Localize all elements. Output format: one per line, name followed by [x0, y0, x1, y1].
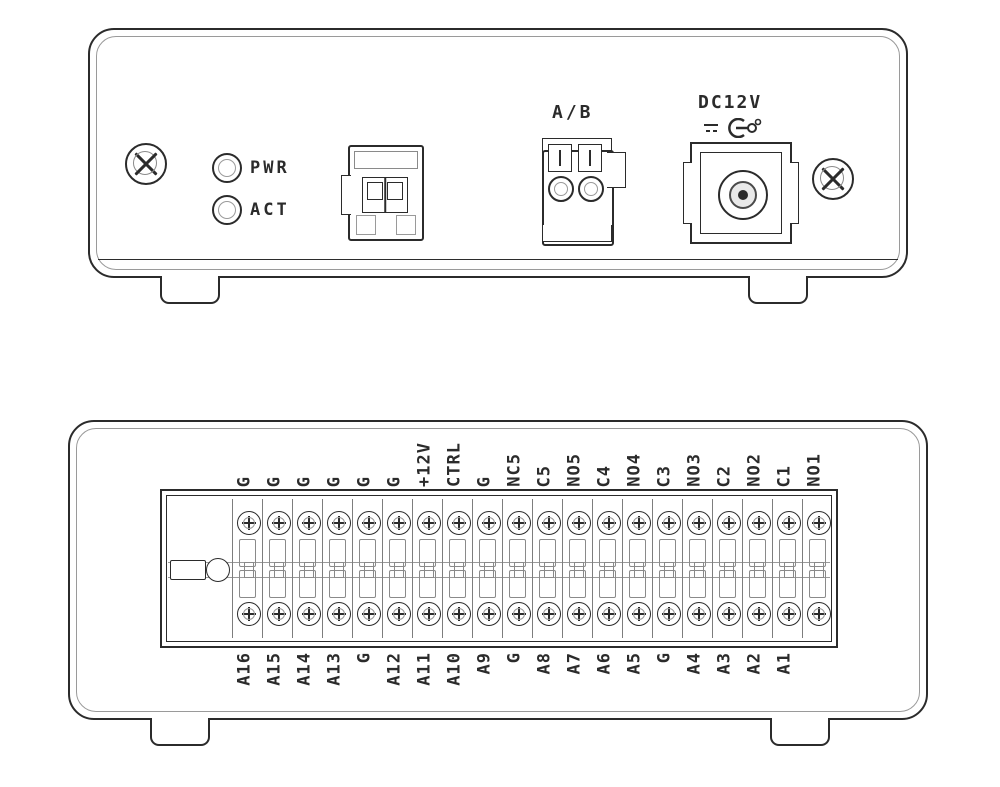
rs485-screw-b[interactable] [578, 144, 602, 172]
screw-ring [483, 608, 495, 620]
led-inner [218, 201, 236, 219]
terminal-label-wrap [470, 425, 500, 487]
screw-ring [513, 517, 525, 529]
dip-switch-foot-left [356, 215, 376, 235]
terminal-column[interactable] [412, 499, 442, 638]
terminal-column[interactable] [352, 499, 382, 638]
dc-jack-center-pin [738, 190, 748, 200]
terminal-label: A12 [384, 652, 405, 686]
terminal-screw-bottom[interactable] [477, 602, 501, 626]
screw-slot [559, 150, 561, 166]
screw-ring [633, 608, 645, 620]
terminal-column[interactable] [262, 499, 292, 638]
terminal-screw-top[interactable] [567, 511, 591, 535]
terminal-label: A2 [744, 652, 765, 675]
terminal-label: NO3 [684, 453, 705, 487]
terminal-column[interactable] [502, 499, 532, 638]
enclosure-foot [770, 718, 830, 746]
screw-ring [423, 517, 435, 529]
screw-ring [333, 517, 345, 529]
terminal-label: A16 [234, 652, 255, 686]
terminal-label: C2 [714, 464, 735, 487]
terminal-label: G [504, 652, 525, 664]
screw-ring [133, 151, 157, 175]
terminal-label: G [294, 475, 315, 487]
screw-ring [273, 517, 285, 529]
front-panel-bottom-lip [98, 259, 898, 261]
terminal-label: A10 [444, 652, 465, 686]
dip-switch-separator [384, 178, 386, 212]
hole-inner [584, 182, 598, 196]
terminal-label: A15 [264, 652, 285, 686]
enclosure-foot [748, 276, 808, 304]
dc-jack-tab-right [790, 162, 799, 224]
screw-ring [663, 608, 675, 620]
terminal-label-wrap [740, 652, 770, 714]
terminal-screw-bottom[interactable] [237, 602, 261, 626]
terminal-label-wrap [560, 652, 590, 714]
screw-ring [513, 608, 525, 620]
terminal-label: NO5 [564, 453, 585, 487]
screw-ring [543, 608, 555, 620]
terminal-column[interactable] [622, 499, 652, 638]
terminal-label-wrap [710, 652, 740, 714]
terminal-clamp-bottom [419, 570, 436, 598]
terminal-label: C1 [774, 464, 795, 487]
terminal-label-wrap [500, 425, 530, 487]
terminal-screw-top[interactable] [237, 511, 261, 535]
terminal-label: +12V [414, 442, 435, 487]
terminal-label-wrap [440, 652, 470, 714]
rs485-wire-hole-a [548, 176, 574, 202]
screw-ring [333, 608, 345, 620]
terminal-clamp-bottom [689, 570, 706, 598]
rs485-wire-hole-b [578, 176, 604, 202]
screw-ring [820, 166, 844, 190]
terminal-label: NC5 [504, 453, 525, 487]
terminal-label: A6 [594, 652, 615, 675]
terminal-label-wrap [230, 425, 260, 487]
terminal-column[interactable] [292, 499, 322, 638]
terminal-screw-bottom[interactable] [387, 602, 411, 626]
terminal-screw-bottom[interactable] [267, 602, 291, 626]
screw-ring [483, 517, 495, 529]
terminal-clamp-bottom [299, 570, 316, 598]
terminal-screw-bottom[interactable] [747, 602, 771, 626]
enclosure-foot [150, 718, 210, 746]
screw-ring [363, 517, 375, 529]
terminal-column[interactable] [562, 499, 592, 638]
terminal-label-wrap [530, 652, 560, 714]
terminal-label: NO4 [624, 453, 645, 487]
dip-switch-lever-2[interactable] [387, 182, 403, 200]
terminal-column[interactable] [382, 499, 412, 638]
enclosure-foot [160, 276, 220, 304]
terminal-clamp-bottom [569, 570, 586, 598]
terminal-label-wrap [380, 425, 410, 487]
terminal-screw-top[interactable] [747, 511, 771, 535]
screw-ring [753, 608, 765, 620]
dc-power-jack[interactable] [690, 142, 792, 244]
terminal-screw-bottom[interactable] [597, 602, 621, 626]
terminal-label: G [354, 475, 375, 487]
terminal-label-wrap [350, 425, 380, 487]
terminal-screw-bottom[interactable] [627, 602, 651, 626]
terminal-label-wrap [770, 425, 800, 487]
terminal-label-wrap [230, 652, 260, 714]
terminal-column[interactable] [322, 499, 352, 638]
screw-ring [693, 517, 705, 529]
front-panel-enclosure [88, 28, 908, 278]
terminal-label: A3 [714, 652, 735, 675]
terminal-clamp-bottom [359, 570, 376, 598]
terminal-label-wrap [440, 425, 470, 487]
terminal-clamp-bottom [239, 570, 256, 598]
screw-ring [813, 608, 825, 620]
screw-ring [243, 517, 255, 529]
screw-ring [303, 608, 315, 620]
dip-switch-cap [354, 151, 418, 169]
terminal-label-wrap [590, 652, 620, 714]
terminal-column[interactable] [682, 499, 712, 638]
terminal-screw-top[interactable] [507, 511, 531, 535]
terminal-screw-top[interactable] [267, 511, 291, 535]
screw-ring [813, 517, 825, 529]
terminal-label: A8 [534, 652, 555, 675]
terminal-label-wrap [380, 652, 410, 714]
terminal-label-wrap [680, 425, 710, 487]
dip-switch-tab [341, 175, 351, 215]
terminal-label: A5 [624, 652, 645, 675]
terminal-column[interactable] [232, 499, 262, 638]
terminal-screw-top[interactable] [687, 511, 711, 535]
terminal-screw-bottom[interactable] [417, 602, 441, 626]
screw-ring [573, 517, 585, 529]
terminal-screw-bottom[interactable] [717, 602, 741, 626]
terminal-label-wrap [650, 425, 680, 487]
phillips-screw-icon [812, 158, 854, 200]
terminal-clamp-bottom [269, 570, 286, 598]
terminal-column[interactable] [772, 499, 802, 638]
dc-power-label: DC12V [698, 92, 763, 113]
terminal-clamp-bottom [449, 570, 466, 598]
screw-ring [783, 608, 795, 620]
terminal-clamp-bottom [719, 570, 736, 598]
terminal-label-wrap [620, 425, 650, 487]
terminal-label: NO1 [804, 453, 825, 487]
terminal-screw-bottom[interactable] [807, 602, 831, 626]
power-led-label: PWR [250, 158, 290, 178]
screw-ring [663, 517, 675, 529]
screw-ring [363, 608, 375, 620]
terminal-label-wrap [620, 652, 650, 714]
dip-switch-foot-right [396, 215, 416, 235]
terminal-clamp-bottom [659, 570, 676, 598]
activity-led-label: ACT [250, 200, 290, 220]
terminal-clamp-bottom [389, 570, 406, 598]
terminal-screw-top[interactable] [417, 511, 441, 535]
screw-ring [393, 517, 405, 529]
terminal-screw-top[interactable] [387, 511, 411, 535]
terminal-screw-bottom[interactable] [687, 602, 711, 626]
terminal-label-wrap [320, 652, 350, 714]
terminal-column[interactable] [742, 499, 772, 638]
dip-switch-window [362, 177, 408, 213]
rs485-ab-connector[interactable] [542, 130, 626, 242]
screw-ring [453, 517, 465, 529]
terminal-screw-bottom[interactable] [777, 602, 801, 626]
terminal-label: C5 [534, 464, 555, 487]
terminal-label-wrap [410, 652, 440, 714]
terminal-label-wrap [350, 652, 380, 714]
terminal-screw-top[interactable] [597, 511, 621, 535]
terminal-label-wrap [650, 652, 680, 714]
terminal-label-wrap [590, 425, 620, 487]
terminal-clamp-bottom [749, 570, 766, 598]
terminal-bottom-label-row [160, 652, 838, 714]
terminal-column[interactable] [652, 499, 682, 638]
rs485-wing [607, 152, 626, 188]
terminal-label-wrap [530, 425, 560, 487]
screw-terminal-block [160, 489, 838, 648]
terminal-screw-top[interactable] [717, 511, 741, 535]
terminal-clamp-bottom [599, 570, 616, 598]
terminal-label-wrap [680, 652, 710, 714]
terminal-label-wrap [710, 425, 740, 487]
dc-jack-barrel [718, 170, 768, 220]
terminal-label-wrap [470, 652, 500, 714]
screw-ring [423, 608, 435, 620]
terminal-label-wrap [500, 652, 530, 714]
screw-ring [723, 608, 735, 620]
rs485-screw-a[interactable] [548, 144, 572, 172]
terminal-label-wrap [410, 425, 440, 487]
terminal-column[interactable] [712, 499, 742, 638]
terminal-column[interactable] [442, 499, 472, 638]
activity-led-icon [212, 195, 242, 225]
phillips-screw-icon [125, 143, 167, 185]
screw-ring [633, 517, 645, 529]
terminal-screw-bottom[interactable] [357, 602, 381, 626]
terminal-screw-bottom[interactable] [537, 602, 561, 626]
terminal-label: G [654, 652, 675, 664]
screw-ring [303, 517, 315, 529]
terminal-label: A7 [564, 652, 585, 675]
screw-ring [243, 608, 255, 620]
terminal-column[interactable] [592, 499, 622, 638]
terminal-screw-bottom[interactable] [507, 602, 531, 626]
terminal-screw-bottom[interactable] [447, 602, 471, 626]
terminal-screw-top[interactable] [357, 511, 381, 535]
terminal-screw-top[interactable] [657, 511, 681, 535]
led-inner [218, 159, 236, 177]
screw-ring [543, 517, 555, 529]
terminal-label: A1 [774, 652, 795, 675]
terminal-screw-bottom[interactable] [297, 602, 321, 626]
terminal-block-end-cap [170, 560, 206, 580]
terminal-block-end-ring [206, 558, 230, 582]
dc-polarity-icon [702, 118, 772, 138]
terminal-label: G [234, 475, 255, 487]
terminal-screw-top[interactable] [327, 511, 351, 535]
terminal-clamp-bottom [479, 570, 496, 598]
terminal-clamp-bottom [779, 570, 796, 598]
terminal-label-wrap [260, 425, 290, 487]
terminal-screw-top[interactable] [807, 511, 831, 535]
terminal-clamp-bottom [509, 570, 526, 598]
terminal-label-wrap [290, 652, 320, 714]
screw-ring [393, 608, 405, 620]
power-led-icon [212, 153, 242, 183]
terminal-label: G [474, 475, 495, 487]
terminal-label: G [354, 652, 375, 664]
rs485-base [542, 225, 612, 242]
terminal-column[interactable] [472, 499, 502, 638]
terminal-label: A4 [684, 652, 705, 675]
terminal-screw-bottom[interactable] [327, 602, 351, 626]
terminal-label: G [264, 475, 285, 487]
terminal-label-wrap [770, 652, 800, 714]
terminal-label: A11 [414, 652, 435, 686]
terminal-clamp-bottom [539, 570, 556, 598]
terminal-screw-top[interactable] [627, 511, 651, 535]
terminal-column[interactable] [802, 499, 832, 638]
terminal-screw-top[interactable] [537, 511, 561, 535]
dc-jack-tab-left [683, 162, 692, 224]
terminal-screw-bottom[interactable] [657, 602, 681, 626]
screw-ring [693, 608, 705, 620]
terminal-screw-top[interactable] [477, 511, 501, 535]
terminal-label-wrap [290, 425, 320, 487]
terminal-label-wrap [260, 652, 290, 714]
rs485-label: A/B [552, 102, 594, 123]
terminal-screw-top[interactable] [777, 511, 801, 535]
terminal-clamp-bottom [629, 570, 646, 598]
terminal-top-label-row [160, 425, 838, 487]
dip-switch[interactable] [348, 145, 424, 241]
screw-ring [783, 517, 795, 529]
terminal-label-wrap [320, 425, 350, 487]
terminal-screw-top[interactable] [297, 511, 321, 535]
dip-switch-lever-1[interactable] [367, 182, 383, 200]
terminal-label-wrap [800, 425, 830, 487]
terminal-label: A13 [324, 652, 345, 686]
terminal-screw-top[interactable] [447, 511, 471, 535]
terminal-clamp-bottom [329, 570, 346, 598]
terminal-column[interactable] [532, 499, 562, 638]
terminal-label: G [324, 475, 345, 487]
terminal-screw-bottom[interactable] [567, 602, 591, 626]
screw-ring [273, 608, 285, 620]
terminal-label: CTRL [444, 442, 465, 487]
screw-ring [603, 608, 615, 620]
screw-ring [573, 608, 585, 620]
screw-ring [453, 608, 465, 620]
terminal-label: NO2 [744, 453, 765, 487]
screw-ring [603, 517, 615, 529]
screw-ring [753, 517, 765, 529]
terminal-label-wrap [740, 425, 770, 487]
hole-inner [554, 182, 568, 196]
screw-ring [723, 517, 735, 529]
terminal-label: C4 [594, 464, 615, 487]
terminal-label: A14 [294, 652, 315, 686]
terminal-label-wrap [560, 425, 590, 487]
screw-slot [589, 150, 591, 166]
terminal-label: A9 [474, 652, 495, 675]
terminal-clamp-bottom [809, 570, 826, 598]
terminal-label: C3 [654, 464, 675, 487]
terminal-label: G [384, 475, 405, 487]
